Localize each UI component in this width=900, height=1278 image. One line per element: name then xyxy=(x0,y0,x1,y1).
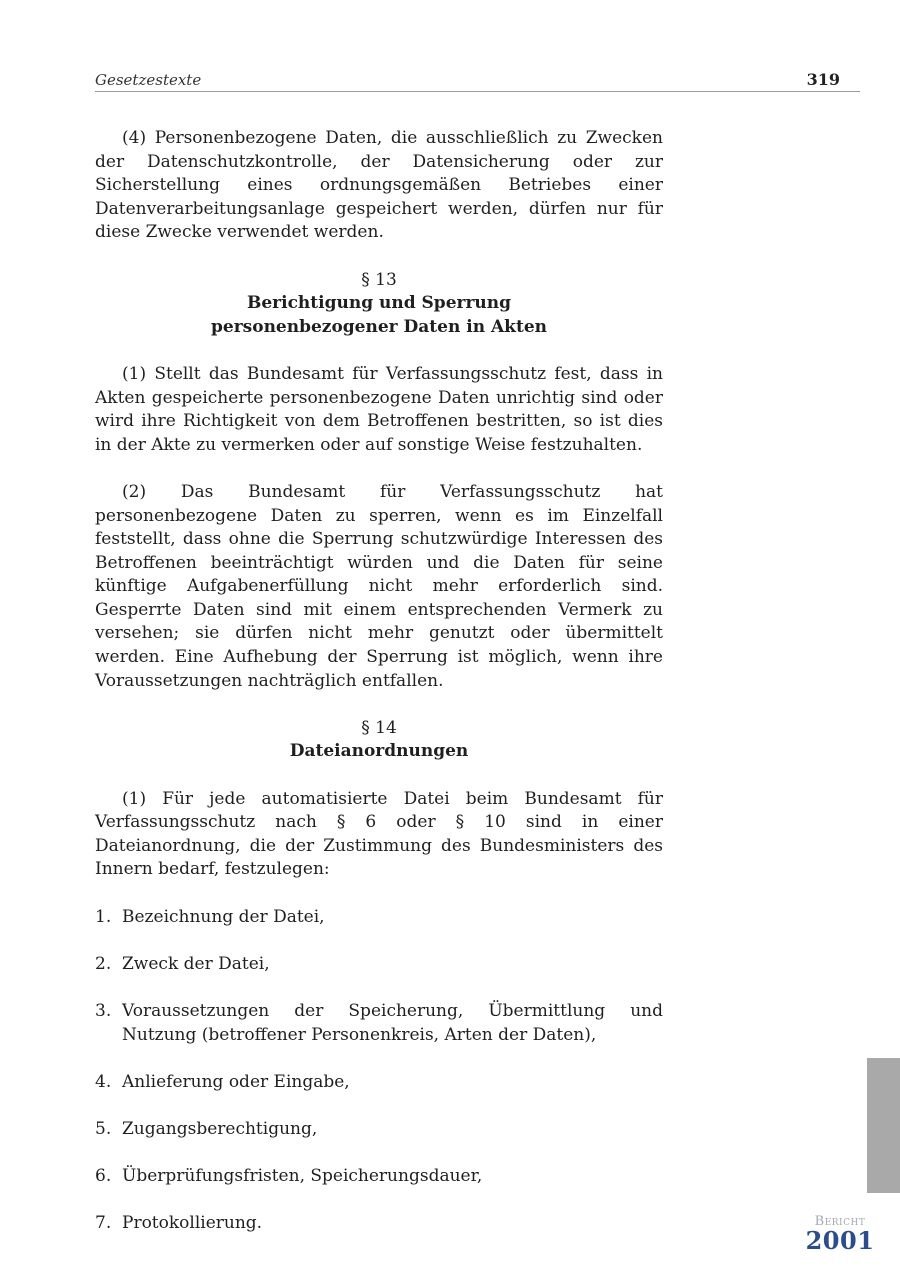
list-item-text: Anlieferung oder Eingabe, xyxy=(122,1071,350,1092)
list-item-text: Protokollierung. xyxy=(122,1213,263,1234)
list-item-number: 6. xyxy=(95,1166,112,1187)
file-order-list xyxy=(95,906,663,1236)
section-13-title-line2: personenbezogener Daten in Akten xyxy=(211,316,547,337)
list-item-number: 7. xyxy=(95,1213,112,1234)
list-item-text: Zweck der Datei, xyxy=(122,953,270,974)
page-number: 319 xyxy=(806,70,840,89)
list-item xyxy=(95,906,663,930)
list-item xyxy=(95,1165,663,1189)
list-item-number: 4. xyxy=(95,1071,112,1092)
running-title: Gesetzestexte xyxy=(95,71,202,89)
paragraph-13-2: (2) Das Bundesamt für Verfassungsschutz hat personenbezogene Daten zu sperren, wenn es im Einzelfall feststellt, dass ohne die Sperrung schutzwürdige Interessen des Betroffenen beeinträchtigt würden und die Daten für seine künftige Aufgabenerfüllung nicht mehr erforderlich sind. Gesperrte Daten sind mit einem entsprechenden Vermerk zu versehen; sie dürfen nicht mehr genutzt oder übermittelt werden. Eine Aufhebung der Sperrung ist möglich, wenn ihre Voraussetzungen nachträglich entfallen. xyxy=(95,481,663,691)
list-item-number: 2. xyxy=(95,953,112,974)
list-item-number: 1. xyxy=(95,906,112,927)
section-13-number: § 13 xyxy=(361,269,397,290)
list-item xyxy=(95,1118,663,1142)
paragraph-12-4: (4) Personenbezogene Daten, die ausschließlich zu Zwecken der Datenschutzkontrolle, der Datensicherung oder zur Sicherstellung eines ordnungsgemäßen Betriebes einer Datenverarbeitungsanlage gespeichert werden, dürfen nur für diese Zwecke verwendet werden. xyxy=(95,128,663,243)
section-14-number: § 14 xyxy=(361,717,397,738)
paragraph-13-1: (1) Stellt das Bundesamt für Verfassungsschutz fest, dass in Akten gespeicherte personenbezogene Daten unrichtig sind oder wird ihre Richtigkeit von dem Betroffenen bestritten, so ist dies in der Akte zu vermerken oder auf sonstige Weise festzuhalten. xyxy=(95,363,663,455)
list-item xyxy=(95,1000,663,1047)
thumb-index-tab xyxy=(867,1058,900,1193)
list-item-text: Bezeichnung der Datei, xyxy=(122,906,325,927)
report-logo xyxy=(800,1214,880,1255)
list-item-text: Überprüfungsfristen, Speicherungsdauer, xyxy=(122,1166,483,1187)
report-logo-year: 2001 xyxy=(805,1226,875,1255)
page-body xyxy=(95,127,663,1236)
list-item-number: 5. xyxy=(95,1118,112,1139)
list-item-text: Zugangsberechtigung, xyxy=(122,1118,318,1139)
list-item-number: 3. xyxy=(95,1000,112,1021)
list-item xyxy=(95,1071,663,1095)
report-logo-word: Bericht xyxy=(814,1214,866,1229)
section-13-title-line1: Berichtigung und Sperrung xyxy=(246,293,512,314)
page-header xyxy=(95,69,860,92)
section-14-title: Dateianordnungen xyxy=(289,741,469,762)
list-item xyxy=(95,953,663,977)
paragraph-14-1: (1) Für jede automatisierte Datei beim Bundesamt für Verfassungsschutz nach § 6 oder § 10 sind in einer Dateianordnung, die der Zustimmung des Bundesministers des Innern bedarf, festzulegen: xyxy=(95,788,663,880)
list-item xyxy=(95,1212,663,1236)
list-item-text: Voraussetzungen der Speicherung, Übermittlung und Nutzung (betroffener Personenkreis, Arten der Daten), xyxy=(122,1000,663,1045)
